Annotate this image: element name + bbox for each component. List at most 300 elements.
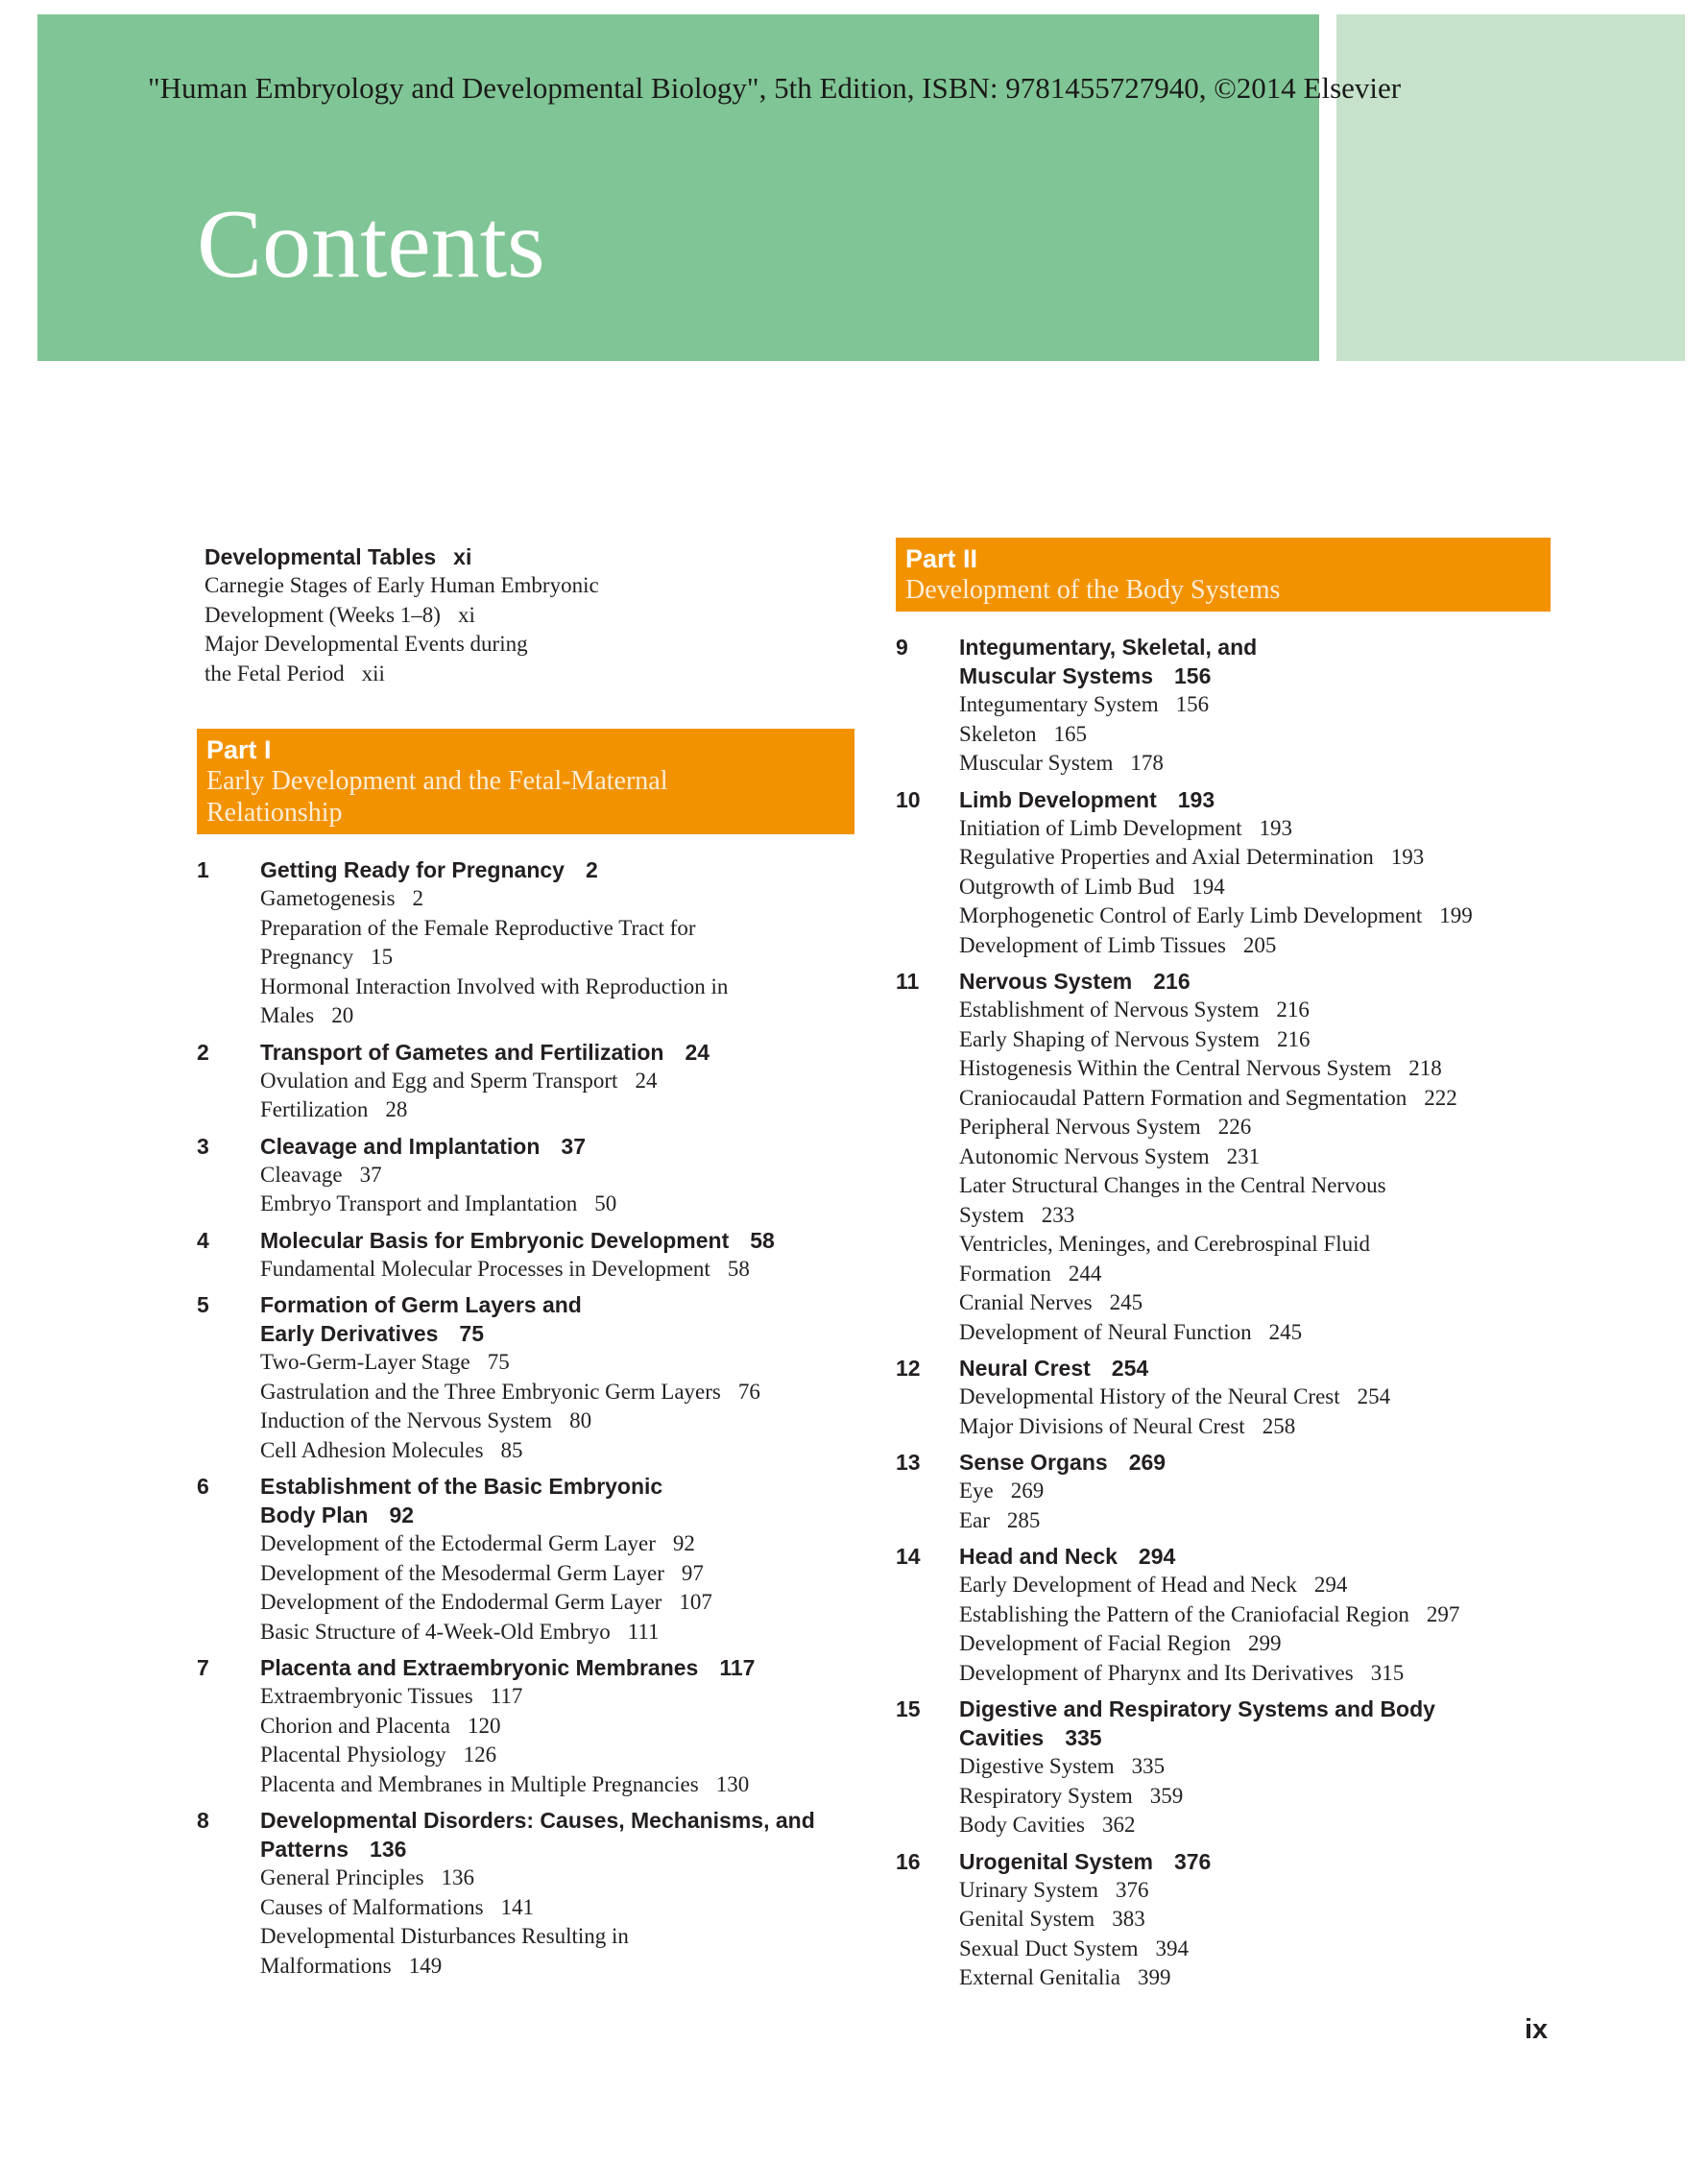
section-title: Placental Physiology — [260, 1743, 446, 1767]
chapter-title-text: Establishment of the Basic Embryonic — [260, 1474, 663, 1499]
chapter-title-text: Developmental Disorders: Causes, Mechanisms, and — [260, 1808, 815, 1833]
section-page: 37 — [359, 1162, 382, 1187]
part-subtitle: Early Development and the Fetal-Maternal — [206, 766, 668, 796]
section-title: Hormonal Interaction Involved with Reproduction in — [260, 974, 729, 998]
section-entry — [260, 1559, 854, 1589]
chapter-title — [260, 1038, 854, 1067]
section-page: 216 — [1277, 1026, 1311, 1051]
section-entry — [959, 1905, 1551, 1935]
chapter-page: 193 — [1177, 786, 1215, 812]
chapter-title-text: Head and Neck — [959, 1544, 1118, 1569]
chapter-entry — [896, 1354, 1551, 1441]
chapter-page: 335 — [1065, 1725, 1102, 1750]
section-title: Eye — [959, 1479, 994, 1503]
section-title: Development of Neural Function — [959, 1319, 1252, 1344]
section-page: 107 — [679, 1590, 712, 1614]
section-entry — [959, 1201, 1551, 1231]
chapter-body — [959, 1542, 1551, 1688]
chapter-entry — [896, 633, 1551, 779]
section-entry — [959, 1113, 1551, 1142]
section-page: 359 — [1149, 1783, 1184, 1808]
section-page: 136 — [441, 1865, 475, 1889]
section-page: 226 — [1217, 1115, 1252, 1139]
copyright-banner: "Human Embryology and Developmental Biology", 5th Edition, ISBN: 9781455727940, ©2014 Elsevier — [148, 71, 1402, 105]
section-entry — [959, 1659, 1551, 1689]
section-entry — [959, 902, 1551, 931]
left-column — [197, 542, 854, 1987]
chapter-title-text: Molecular Basis for Embryonic Development — [260, 1227, 730, 1253]
section-title: Development of Pharynx and Its Derivatives — [959, 1660, 1354, 1685]
section-entry — [260, 1067, 854, 1096]
section-title: Basic Structure of 4-Week-Old Embryo — [260, 1619, 611, 1644]
section-entry — [260, 1436, 854, 1466]
header-light-green-block — [1336, 14, 1685, 361]
section-page: 335 — [1131, 1754, 1166, 1778]
section-page: 15 — [371, 945, 394, 969]
chapter-body — [959, 633, 1551, 779]
chapter-page: 216 — [1153, 969, 1191, 994]
chapter-page: 117 — [719, 1655, 756, 1680]
section-title: Ventricles, Meninges, and Cerebrospinal Fluid — [959, 1232, 1370, 1256]
chapter-title — [959, 1354, 1551, 1383]
section-entry — [959, 1571, 1551, 1600]
chapter-title — [260, 1835, 854, 1863]
table-entry-page: xi — [457, 602, 475, 627]
section-title: General Principles — [260, 1865, 424, 1889]
section-entry — [260, 1893, 854, 1923]
section-entry — [260, 884, 854, 914]
chapter-title — [260, 1653, 854, 1682]
chapter-page: 376 — [1173, 1848, 1212, 1874]
chapter-title — [260, 1501, 854, 1529]
section-page: 117 — [490, 1684, 523, 1708]
section-title: Early Development of Head and Neck — [959, 1573, 1297, 1597]
section-page: 205 — [1242, 932, 1277, 957]
chapter-number: 4 — [197, 1227, 209, 1253]
section-entry — [260, 1588, 854, 1618]
section-title: Major Divisions of Neural Crest — [959, 1413, 1245, 1438]
section-entry — [260, 1095, 854, 1125]
section-entry — [959, 1935, 1551, 1964]
section-title: External Genitalia — [959, 1965, 1120, 1989]
section-page: 193 — [1390, 845, 1425, 869]
chapter-page: 254 — [1111, 1356, 1149, 1381]
section-entry — [959, 1629, 1551, 1659]
part-label: Part I — [206, 735, 272, 764]
section-page: 383 — [1112, 1907, 1145, 1931]
section-page: 399 — [1137, 1965, 1171, 1989]
section-title: Developmental History of the Neural Crest — [959, 1384, 1340, 1408]
chapter-title — [260, 1290, 854, 1319]
section-page: 76 — [737, 1379, 760, 1404]
chapter-number: 8 — [197, 1808, 209, 1833]
section-title: Males — [260, 1003, 315, 1027]
table-entry — [204, 630, 854, 660]
section-title: Regulative Properties and Axial Determination — [959, 845, 1374, 869]
section-entry — [959, 1025, 1551, 1055]
chapter-body — [260, 855, 854, 1031]
section-entry — [260, 1618, 854, 1647]
section-entry — [959, 814, 1551, 844]
chapter-page: 92 — [389, 1503, 415, 1527]
section-page: 80 — [569, 1408, 592, 1432]
section-entry — [959, 1084, 1551, 1114]
section-page: 24 — [635, 1068, 658, 1093]
section-entry — [959, 843, 1551, 873]
section-entry — [959, 873, 1551, 902]
chapter-title-text: Sense Organs — [959, 1450, 1108, 1475]
table-entry — [204, 660, 854, 689]
section-title: Gastrulation and the Three Embryonic Germ Layers — [260, 1379, 721, 1404]
chapter-entry — [896, 1542, 1551, 1688]
chapter-title — [959, 633, 1551, 661]
section-entry — [260, 1529, 854, 1559]
developmental-tables-heading — [204, 542, 854, 571]
section-page: 2 — [412, 886, 424, 910]
section-entry — [959, 690, 1551, 720]
section-page: 58 — [727, 1256, 750, 1281]
section-title: Establishing the Pattern of the Craniofacial Region — [959, 1601, 1409, 1626]
section-entry — [959, 1477, 1551, 1506]
chapter-body — [959, 1695, 1551, 1840]
section-title: Morphogenetic Control of Early Limb Development — [959, 903, 1423, 927]
section-title: Developmental Disturbances Resulting in — [260, 1924, 629, 1948]
chapter-entry — [896, 785, 1551, 961]
chapter-number: 3 — [197, 1133, 209, 1159]
section-entry — [260, 1255, 854, 1285]
section-entry — [959, 996, 1551, 1025]
section-title: Ear — [959, 1507, 990, 1532]
section-entry — [959, 1752, 1551, 1782]
chapter-body — [260, 1226, 854, 1285]
section-page: 156 — [1175, 692, 1210, 716]
section-entry — [260, 1863, 854, 1893]
chapter-title-text: Urogenital System — [959, 1848, 1153, 1874]
chapter-page: 156 — [1173, 663, 1212, 688]
chapter-entry — [197, 1472, 854, 1647]
section-page: 165 — [1053, 721, 1087, 746]
section-page: 126 — [463, 1743, 497, 1767]
chapter-title-text: Placenta and Extraembryonic Membranes — [260, 1655, 699, 1680]
chapter-number: 16 — [896, 1848, 921, 1874]
section-page: 362 — [1101, 1813, 1136, 1837]
chapter-page: 294 — [1138, 1544, 1176, 1569]
chapter-entry — [197, 1132, 854, 1219]
chapter-title-text: Patterns — [260, 1837, 349, 1862]
chapter-title-text: Neural Crest — [959, 1356, 1091, 1381]
chapter-number: 9 — [896, 635, 908, 660]
section-entry — [959, 1383, 1551, 1412]
chapter-page: 269 — [1128, 1450, 1167, 1475]
part-header — [896, 538, 1551, 612]
section-page: 199 — [1439, 903, 1473, 927]
chapter-title — [959, 1723, 1551, 1752]
chapter-number: 7 — [197, 1655, 209, 1680]
table-entry — [204, 571, 854, 601]
section-title: Fertilization — [260, 1097, 369, 1121]
chapter-body — [959, 1354, 1551, 1441]
table-entry-text: Major Developmental Events during — [204, 632, 528, 656]
chapter-entry — [197, 1290, 854, 1465]
section-page: 245 — [1268, 1319, 1303, 1344]
chapter-title-text: Getting Ready for Pregnancy — [260, 857, 565, 882]
section-title: Ovulation and Egg and Sperm Transport — [260, 1068, 618, 1093]
chapter-page: 24 — [685, 1039, 710, 1065]
section-title: Outgrowth of Limb Bud — [959, 874, 1175, 899]
section-entry — [260, 1952, 854, 1982]
section-page: 111 — [627, 1619, 660, 1644]
chapter-title — [260, 1226, 854, 1255]
section-title: Sexual Duct System — [959, 1936, 1139, 1960]
chapter-title-text: Integumentary, Skeletal, and — [959, 635, 1258, 660]
section-title: Two-Germ-Layer Stage — [260, 1350, 470, 1374]
section-page: 245 — [1109, 1290, 1143, 1314]
section-entry — [959, 749, 1551, 779]
section-entry — [959, 931, 1551, 961]
chapter-body — [959, 1448, 1551, 1535]
section-entry — [260, 1190, 854, 1219]
chapter-body — [260, 1132, 854, 1219]
chapter-title — [260, 1472, 854, 1501]
section-title: Autonomic Nervous System — [959, 1143, 1210, 1168]
chapter-body — [959, 785, 1551, 961]
chapter-number: 11 — [896, 969, 920, 994]
section-page: 28 — [385, 1097, 408, 1121]
section-title: Cell Adhesion Molecules — [260, 1437, 484, 1462]
chapter-number: 2 — [197, 1039, 209, 1065]
chapter-title — [959, 967, 1551, 996]
section-entry — [959, 1876, 1551, 1906]
section-title: Placenta and Membranes in Multiple Pregnancies — [260, 1771, 699, 1796]
part-header — [197, 729, 854, 834]
chapter-body — [260, 1472, 854, 1647]
chapter-title — [959, 1847, 1551, 1876]
section-page: 149 — [408, 1953, 443, 1978]
developmental-tables — [204, 542, 854, 688]
chapter-title-text: Body Plan — [260, 1503, 369, 1527]
section-page: 233 — [1041, 1202, 1075, 1227]
section-title: Initiation of Limb Development — [959, 815, 1242, 840]
section-title: Peripheral Nervous System — [959, 1115, 1201, 1139]
section-entry — [959, 1963, 1551, 1993]
chapter-title-text: Digestive and Respiratory Systems and Body — [959, 1696, 1435, 1721]
chapter-number: 12 — [896, 1356, 921, 1381]
section-page: 130 — [715, 1771, 750, 1796]
chapter-title-text: Muscular Systems — [959, 663, 1153, 688]
section-entry — [260, 1770, 854, 1800]
chapter-entry — [197, 855, 854, 1031]
chapter-entry — [896, 1847, 1551, 1993]
section-title: Cleavage — [260, 1162, 343, 1187]
chapter-number: 13 — [896, 1450, 921, 1475]
section-page: 299 — [1247, 1631, 1282, 1655]
chapter-entry — [896, 1448, 1551, 1535]
chapter-title — [959, 1448, 1551, 1477]
section-entry — [260, 1001, 854, 1031]
section-entry — [959, 1142, 1551, 1172]
section-page: 231 — [1226, 1143, 1261, 1168]
chapter-body — [959, 967, 1551, 1347]
chapter-number: 15 — [896, 1696, 921, 1721]
section-title: Chorion and Placenta — [260, 1713, 451, 1738]
chapter-title — [260, 1132, 854, 1161]
section-page: 297 — [1426, 1601, 1460, 1626]
section-page: 193 — [1259, 815, 1292, 840]
section-entry — [959, 1412, 1551, 1442]
section-title: Respiratory System — [959, 1783, 1133, 1808]
section-entry — [260, 914, 854, 944]
chapter-entry — [197, 1038, 854, 1125]
section-title: Early Shaping of Nervous System — [959, 1026, 1261, 1051]
section-page: 97 — [681, 1560, 704, 1585]
chapter-title — [959, 1542, 1551, 1571]
section-entry — [959, 1506, 1551, 1536]
chapter-page: 37 — [561, 1133, 586, 1159]
section-page: 294 — [1313, 1573, 1348, 1597]
chapter-title — [260, 1806, 854, 1835]
section-entry — [959, 1288, 1551, 1318]
chapter-title-text: Limb Development — [959, 786, 1157, 812]
section-entry — [959, 1171, 1551, 1201]
chapter-number: 6 — [197, 1474, 209, 1499]
section-title: Craniocaudal Pattern Formation and Segmentation — [959, 1085, 1407, 1110]
chapter-body — [260, 1038, 854, 1125]
table-entry-text: Carnegie Stages of Early Human Embryonic — [204, 573, 599, 597]
section-title: Urinary System — [959, 1877, 1099, 1902]
header-green-block — [37, 14, 1319, 361]
section-title: Histogenesis Within the Central Nervous System — [959, 1056, 1392, 1080]
section-page: 218 — [1408, 1056, 1442, 1080]
section-title: Development of the Mesodermal Germ Layer — [260, 1560, 664, 1585]
chapter-entry — [896, 1695, 1551, 1840]
section-title: Preparation of the Female Reproductive Tract for — [260, 915, 696, 940]
chapter-body — [260, 1653, 854, 1799]
section-entry — [260, 1712, 854, 1742]
chapter-number: 14 — [896, 1544, 921, 1569]
section-page: 75 — [487, 1350, 510, 1374]
section-page: 394 — [1155, 1936, 1190, 1960]
page-number: ix — [1525, 2014, 1549, 2045]
section-page: 92 — [672, 1531, 695, 1555]
section-page: 376 — [1116, 1877, 1149, 1902]
section-title: Skeleton — [959, 721, 1037, 746]
right-column — [896, 538, 1551, 2000]
section-title: Fundamental Molecular Processes in Development — [260, 1256, 710, 1281]
section-title: Digestive System — [959, 1754, 1115, 1778]
chapter-title-text: Cavities — [959, 1725, 1045, 1750]
chapter-title-text: Formation of Germ Layers and — [260, 1292, 582, 1317]
part-subtitle: Development of the Body Systems — [905, 575, 1281, 605]
chapter-title — [959, 661, 1551, 690]
section-title: Development of the Endodermal Germ Layer — [260, 1590, 662, 1614]
section-title: Embryo Transport and Implantation — [260, 1191, 578, 1215]
section-page: 178 — [1130, 751, 1164, 775]
section-entry — [959, 720, 1551, 750]
section-page: 222 — [1424, 1085, 1457, 1110]
section-title: Development of the Ectodermal Germ Layer — [260, 1531, 656, 1555]
section-title: Genital System — [959, 1907, 1095, 1931]
table-entry — [204, 601, 854, 631]
section-entry — [959, 1318, 1551, 1348]
section-page: 20 — [331, 1003, 354, 1027]
chapter-title — [260, 1319, 854, 1348]
page-title: Contents — [197, 190, 545, 299]
section-page: 258 — [1262, 1413, 1296, 1438]
chapter-title — [959, 1695, 1551, 1723]
section-title: Malformations — [260, 1953, 392, 1978]
part-two — [896, 538, 1551, 1993]
section-entry — [260, 1161, 854, 1190]
section-page: 120 — [468, 1713, 501, 1738]
chapter-title — [959, 785, 1551, 814]
section-entry — [959, 1054, 1551, 1084]
section-title: Extraembryonic Tissues — [260, 1684, 473, 1708]
chapter-body — [260, 1806, 854, 1981]
part-one — [197, 729, 854, 1981]
chapter-title-text: Cleavage and Implantation — [260, 1133, 541, 1159]
section-entry — [260, 1407, 854, 1436]
section-page: 254 — [1357, 1384, 1391, 1408]
section-page: 50 — [594, 1191, 617, 1215]
section-entry — [260, 1682, 854, 1712]
part-label: Part II — [905, 544, 978, 573]
section-title: Formation — [959, 1261, 1051, 1286]
table-entry-text: Development (Weeks 1–8) — [204, 602, 441, 627]
developmental-tables-page: xi — [453, 544, 472, 569]
section-entry — [959, 1782, 1551, 1812]
section-title: Body Cavities — [959, 1813, 1085, 1837]
section-title: Establishment of Nervous System — [959, 998, 1260, 1022]
section-page: 269 — [1010, 1479, 1045, 1503]
section-title: Integumentary System — [959, 692, 1159, 716]
chapter-body — [959, 1847, 1551, 1993]
section-entry — [959, 1230, 1551, 1260]
section-page: 315 — [1370, 1660, 1405, 1685]
section-page: 285 — [1006, 1507, 1041, 1532]
chapter-page: 2 — [585, 857, 598, 882]
section-title: Induction of the Nervous System — [260, 1408, 553, 1432]
chapter-entry — [197, 1226, 854, 1285]
chapter-entry — [896, 967, 1551, 1347]
section-title: Causes of Malformations — [260, 1894, 484, 1919]
section-page: 244 — [1068, 1261, 1102, 1286]
table-entry-page: xii — [361, 661, 385, 685]
chapter-page: 75 — [459, 1321, 484, 1346]
chapter-number: 1 — [197, 857, 209, 882]
chapter-title-text: Early Derivatives — [260, 1321, 439, 1346]
chapter-page: 136 — [370, 1837, 407, 1862]
section-page: 194 — [1191, 874, 1225, 899]
section-entry — [959, 1811, 1551, 1840]
chapter-body — [260, 1290, 854, 1465]
part-subtitle: Relationship — [206, 798, 343, 828]
section-page: 216 — [1276, 998, 1310, 1022]
table-entry-text: the Fetal Period — [204, 661, 345, 685]
section-page: 85 — [500, 1437, 523, 1462]
section-entry — [260, 973, 854, 1002]
section-title: Gametogenesis — [260, 886, 396, 910]
section-entry — [959, 1260, 1551, 1289]
chapter-entry — [197, 1806, 854, 1981]
chapter-number: 10 — [896, 786, 921, 812]
section-title: System — [959, 1202, 1024, 1227]
section-title: Muscular System — [959, 751, 1114, 775]
chapter-entry — [197, 1653, 854, 1799]
section-entry — [260, 1922, 854, 1952]
section-entry — [260, 1348, 854, 1378]
section-entry — [260, 1378, 854, 1407]
chapter-title-text: Transport of Gametes and Fertilization — [260, 1039, 664, 1065]
